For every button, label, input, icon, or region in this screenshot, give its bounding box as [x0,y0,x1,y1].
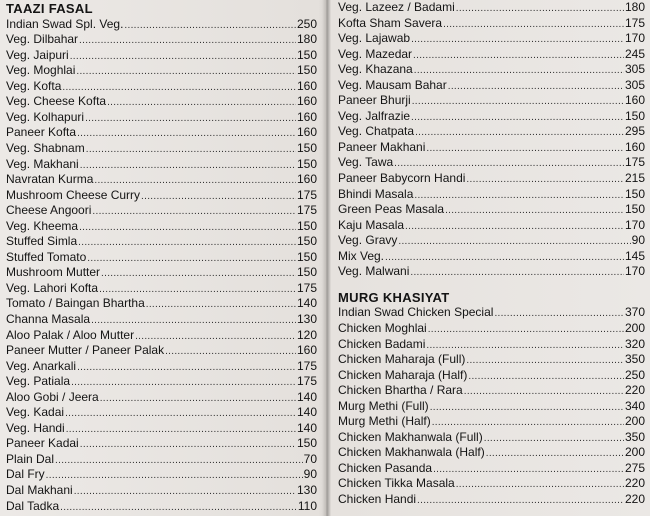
dot-leader [91,313,296,329]
menu-item-name: Plain Dal [6,451,55,466]
dot-leader [79,220,296,236]
dot-leader [100,391,296,407]
menu-item [338,0,645,16]
menu-item-name: Veg. Mausam Bahar [338,77,447,92]
menu-item-name: Murg Methi (Half) [338,414,431,429]
menu-item [338,140,645,156]
menu-item-price: 160 [296,94,317,109]
menu-item-price: 160 [624,93,645,108]
menu-item [338,445,645,461]
menu-item [6,250,317,266]
menu-item-name: Aloo Palak / Aloo Mutter [6,327,135,342]
dot-leader [456,1,624,17]
menu-item [6,328,317,344]
left-column [6,0,317,514]
menu-item [6,110,317,126]
dot-leader [411,32,624,48]
menu-item-name: Veg. Lajawab [338,31,411,46]
menu-item-name: Paneer Babycorn Handi [338,171,466,186]
menu-item-price: 90 [303,467,317,482]
menu-item [6,157,317,173]
menu-item-price: 150 [624,186,645,201]
menu-item-price: 150 [296,218,317,233]
menu-item-price: 275 [624,460,645,475]
menu-item-name: Veg. Lahori Kofta [6,280,99,295]
dot-leader [411,110,624,126]
dot-leader [124,18,296,34]
menu-item-name: Veg. Jaipuri [6,47,69,62]
menu-item [338,383,645,399]
menu-item-name: Indian Swad Spl. Veg. [6,16,124,31]
dot-leader [448,79,624,95]
dot-leader [432,415,624,431]
dot-leader [107,95,296,111]
menu-item-name: Green Peas Masala [338,202,445,217]
menu-item [6,405,317,421]
dot-leader [80,158,296,174]
menu-item-price: 160 [296,343,317,358]
menu-item-name: Mushroom Mutter [6,265,101,280]
dot-leader [94,173,296,189]
menu-item-price: 220 [624,383,645,398]
dot-leader [77,126,296,142]
menu-item-name: Tomato / Baingan Bhartha [6,296,145,311]
menu-item [6,48,317,64]
menu-item-name: Chicken Moghlai [338,320,427,335]
dot-leader [165,344,296,360]
menu-item-price: 150 [296,140,317,155]
dot-leader [430,400,624,416]
dot-leader [426,338,624,354]
menu-item [338,62,645,78]
menu-item-name: Mushroom Cheese Curry [6,187,141,202]
menu-item-name: Murg Methi (Full) [338,398,429,413]
dot-leader [466,172,624,188]
menu-item-price: 175 [296,374,317,389]
menu-item-price: 250 [296,16,317,31]
dot-leader [443,17,624,33]
menu-item-price: 170 [624,264,645,279]
section-title-taazi-fasal: TAAZI FASAL [6,1,93,16]
menu-item-price: 175 [296,187,317,202]
dot-leader [80,437,296,453]
dot-leader [415,125,624,141]
menu-item [338,264,645,280]
menu-item-price: 340 [624,398,645,413]
menu-item [338,337,645,353]
menu-item-name: Kofta Sham Savera [338,15,443,30]
dot-leader [86,142,296,158]
dot-leader [398,234,630,250]
menu-item [338,492,645,508]
menu-item [338,399,645,415]
menu-item [6,421,317,437]
dot-leader [55,453,303,469]
menu-item-price: 220 [624,492,645,506]
menu-item [6,141,317,157]
dot-leader [486,446,624,462]
menu-item-price: 120 [296,327,317,342]
menu-item-name: Veg. Cheese Kofta [6,94,107,109]
menu-item [338,109,645,125]
menu-item-price: 160 [296,109,317,124]
menu-item-price: 145 [624,248,645,263]
menu-item-name: Veg. Anarkali [6,358,77,373]
menu-item-name: Chicken Bhartha / Rara [338,383,463,398]
menu-item [338,47,645,63]
menu-item [338,249,645,265]
dot-leader [464,384,624,400]
menu-item-name: Veg. Shabnam [6,140,85,155]
menu-item [338,233,645,249]
menu-item-name: Veg. Makhani [6,156,79,171]
menu-item-price: 220 [624,476,645,491]
menu-item-name: Chicken Handi [338,492,417,506]
menu-item-name: Mix Veg. [338,248,385,263]
dot-leader [65,406,296,422]
menu-item [6,125,317,141]
dot-leader [456,477,624,493]
menu-item-price: 170 [624,31,645,46]
menu-item-price: 200 [624,445,645,460]
dot-leader [428,322,624,338]
menu-item-name: Dal Tadka [6,498,60,513]
menu-item-price: 70 [303,451,317,466]
menu-item-price: 370 [624,305,645,320]
menu-item [338,124,645,140]
menu-item-price: 170 [624,217,645,232]
menu-item [6,219,317,235]
menu-item [6,483,317,499]
menu-item-name: Chicken Makhanwala (Full) [338,429,483,444]
menu-item-name: Chicken Makhanwala (Half) [338,445,485,460]
menu-item-price: 175 [296,203,317,218]
menu-item-price: 160 [624,139,645,154]
menu-item-name: Chicken Badami [338,336,426,351]
menu-item [6,32,317,48]
menu-item-price: 350 [624,429,645,444]
menu-item-price: 130 [296,311,317,326]
menu-item-name: Paneer Makhani [338,139,426,154]
menu-item-price: 160 [296,172,317,187]
dot-leader [146,297,296,313]
dot-leader [46,468,303,484]
menu-item-price: 140 [296,296,317,311]
menu-item [338,171,645,187]
menu-item [6,94,317,110]
menu-item-price: 150 [296,436,317,451]
dot-leader [484,431,624,447]
menu-item-price: 150 [296,249,317,264]
menu-item-price: 160 [296,78,317,93]
dot-leader [141,189,296,205]
menu-item-name: Paneer Bhurji [338,93,411,108]
dot-leader [466,353,624,369]
menu-item-price: 175 [296,280,317,295]
dot-leader [76,64,296,80]
dot-leader [99,282,296,298]
menu-item [338,155,645,171]
menu-item [6,296,317,312]
dot-leader [101,266,296,282]
menu-item-price: 160 [296,125,317,140]
menu-item-name: Indian Swad Chicken Special [338,305,494,320]
menu-item-price: 180 [624,0,645,14]
menu-item-price: 140 [296,405,317,420]
dot-leader [85,111,296,127]
dot-leader [87,251,296,267]
menu-item [338,202,645,218]
menu-item [6,234,317,250]
menu-item-name: Paneer Kofta [6,125,77,140]
menu-item [338,218,645,234]
dot-leader [66,422,296,438]
menu-item [338,430,645,446]
menu-item-name: Chicken Maharaja (Half) [338,367,468,382]
menu-item [6,172,317,188]
menu-item [6,312,317,328]
menu-item-price: 150 [296,63,317,78]
dot-leader [433,462,624,478]
menu-item [6,467,317,483]
menu-item-name: Chicken Tikka Masala [338,476,455,491]
menu-item-price: 250 [624,367,645,382]
menu-item-price: 140 [296,389,317,404]
menu-list [6,17,317,515]
menu-item-name: Veg. Tawa [338,155,394,170]
menu-item [6,390,317,406]
menu-item-name: Veg. Handi [6,420,65,435]
menu-item-name: Dal Fry [6,467,45,482]
menu-item-name: Veg. Kofta [6,78,62,93]
menu-item [6,281,317,297]
menu-item-name: Bhindi Masala [338,186,414,201]
menu-item [338,187,645,203]
menu-item-name: Veg. Chatpata [338,124,415,139]
menu-item-price: 180 [296,32,317,47]
menu-list [338,0,645,280]
menu-item-name: Veg. Khazana [338,62,413,77]
menu-item-price: 175 [296,358,317,373]
menu-item-name: Aloo Gobi / Jeera [6,389,99,404]
menu-item-name: Veg. Kolhapuri [6,109,85,124]
menu-item-price: 150 [296,156,317,171]
menu-item-name: Stuffed Simla [6,234,78,249]
menu-item-price: 130 [296,483,317,497]
menu-item-name: Kaju Masala [338,217,405,232]
dot-leader [414,188,624,204]
menu-item-price: 140 [296,420,317,435]
menu-item [338,305,645,321]
dot-leader [412,94,624,110]
menu-item-price: 295 [624,124,645,139]
menu-item-name: Paneer Mutter / Paneer Palak [6,343,165,358]
menu-item-name: Chicken Maharaja (Full) [338,352,466,367]
menu-item-name: Veg. Malwani [338,264,410,279]
menu-item-name: Veg. Lazeez / Badami [338,0,455,14]
menu-item [338,352,645,368]
dot-leader [385,250,624,266]
menu-item-name: Paneer Kadai [6,436,79,451]
menu-item-price: 90 [631,233,645,248]
menu-item-name: Dal Makhani [6,483,73,497]
dot-leader [468,369,624,385]
menu-item-price: 175 [624,155,645,170]
menu-list [338,305,645,507]
dot-leader [417,493,624,509]
dot-leader [71,375,296,391]
menu-item [6,79,317,95]
menu-item [6,374,317,390]
menu-item-price: 150 [624,108,645,123]
dot-leader [494,306,624,322]
dot-leader [405,219,624,235]
menu-item-name: Chicken Pasanda [338,460,433,475]
menu-item [338,476,645,492]
menu-item [338,78,645,94]
dot-leader [426,141,624,157]
menu-item [6,452,317,468]
dot-leader [74,484,296,500]
menu-item-price: 150 [624,202,645,217]
menu-item-name: Cheese Angoori [6,203,92,218]
menu-item-price: 215 [624,171,645,186]
menu-item-name: Veg. Patiala [6,374,71,389]
menu-item-name: Veg. Mazedar [338,46,413,61]
dot-leader [413,48,624,64]
menu-item [6,203,317,219]
menu-item-price: 245 [624,46,645,61]
menu-item [338,368,645,384]
menu-item-name: Veg. Moghlai [6,63,76,78]
menu-item [338,321,645,337]
menu-item [6,188,317,204]
right-column [338,0,645,508]
menu-item [6,359,317,375]
dot-leader [77,360,296,376]
menu-item-price: 150 [296,234,317,249]
menu-item-price: 305 [624,77,645,92]
menu-item [6,499,317,515]
dot-leader [445,203,624,219]
menu-item [338,31,645,47]
menu-item [6,265,317,281]
menu-item-price: 175 [624,15,645,30]
page-fold [322,0,331,516]
menu-item-name: Navratan Kurma [6,172,94,187]
menu-item [6,17,317,33]
dot-leader [135,329,296,345]
menu-item-name: Veg. Dilbahar [6,32,79,47]
dot-leader [60,500,297,516]
dot-leader [79,33,296,49]
menu-item-name: Veg. Gravy [338,233,398,248]
dot-leader [70,49,296,65]
dot-leader [414,63,624,79]
dot-leader [92,204,296,220]
menu-item [338,461,645,477]
menu-item-price: 200 [624,414,645,429]
menu-item-price: 150 [296,47,317,62]
menu-item-name: Channa Masala [6,311,91,326]
dot-leader [394,156,624,172]
menu-item [6,63,317,79]
menu-item-price: 305 [624,62,645,77]
menu-item-name: Stuffed Tomato [6,249,87,264]
menu-item-price: 150 [296,265,317,280]
menu-item [338,16,645,32]
menu-item-price: 350 [624,352,645,367]
menu-item-name: Veg. Kadai [6,405,65,420]
menu-item-name: Veg. Jalfrazie [338,108,411,123]
section-title-murg-khasiyat: MURG KHASIYAT [338,289,450,305]
dot-leader [62,80,296,96]
menu-item [6,436,317,452]
menu-item [6,343,317,359]
dot-leader [410,265,624,281]
dot-leader [78,235,296,251]
menu-item-name: Veg. Kheema [6,218,79,233]
menu-item-price: 200 [624,320,645,335]
menu-item [338,414,645,430]
menu-item-price: 110 [297,498,317,513]
menu-item-price: 320 [624,336,645,351]
menu-item [338,93,645,109]
